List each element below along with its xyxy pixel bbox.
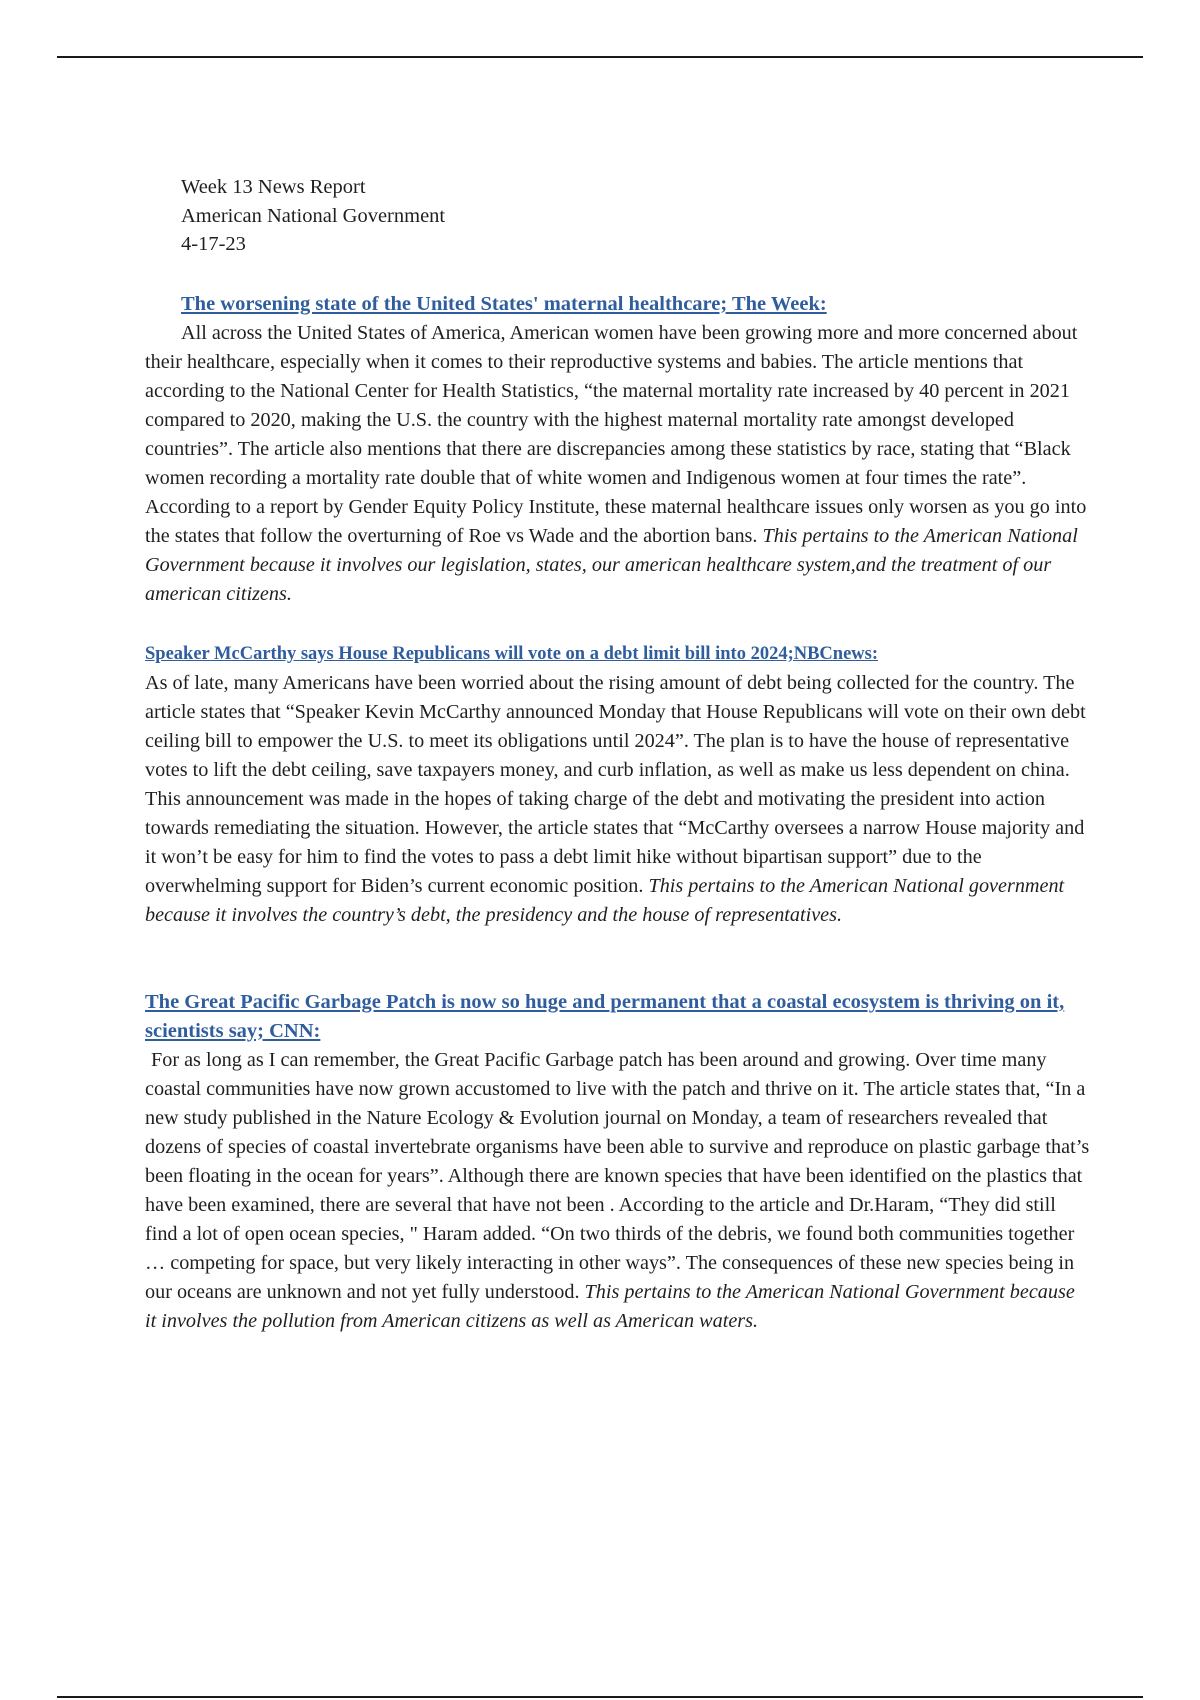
- article-body: [145, 669, 1090, 930]
- article-body-text: For as long as I can remember, the Great Pacific Garbage patch has been around and growing. Over time many coastal communities have now grown accustomed to live with the patch and thrive on it. The article states that, “In a new study published in the Nature Ecology & Evolution journal on Monday, a team of researchers revealed that dozens of species of coastal invertebrate organisms have been able to survive and reproduce on plastic garbage that’s been floating in the ocean for years”. Although there are known species that have been identified on the plastics that have been examined, there are several that have not been . According to the article and Dr.Haram, “They did still find a lot of open ocean species, " Haram added. “On two thirds of the debris, we found both communities together … competing for space, but very likely interacting in other ways”. The consequences of these new species being in our oceans are unknown and not yet fully understood.: [145, 1049, 1090, 1303]
- article-body-text: All across the United States of America, American women have been growing more and more concerned about their healthcare, especially when it comes to their reproductive systems and babies. The article mentions that according to the National Center for Health Statistics, “the maternal mortality rate increased by 40 percent in 2021 compared to 2020, making the U.S. the country with the highest maternal mortality rate amongst developed countries”. The article also mentions that there are discrepancies among these statistics by race, stating that “Black women recording a mortality rate double that of white women and Indigenous women at four times the rate”. According to a report by Gender Equity Policy Institute, these maternal healthcare issues only worsen as you go into the states that follow the overturning of Roe vs Wade and the abortion bans.: [145, 322, 1087, 547]
- top-divider: [57, 56, 1143, 58]
- article-headline-link[interactable]: The worsening state of the United States' maternal healthcare; The Week:: [181, 293, 827, 315]
- report-date: 4-17-23: [181, 233, 246, 255]
- bottom-divider: [57, 1696, 1143, 1698]
- article-relevance-note: This pertains to the American National Government because it involves our legislation, states, our american healthcare system,and the treatment of our american citizens.: [145, 525, 1078, 605]
- document-header: [181, 173, 445, 259]
- article-headline-link[interactable]: The Great Pacific Garbage Patch is now so huge and permanent that a coastal ecosystem is thriving on it, scientists say; CNN:: [145, 991, 1065, 1042]
- article-maternal-healthcare: [145, 290, 1090, 609]
- report-title: Week 13 News Report: [181, 176, 366, 198]
- article-body: [145, 1046, 1090, 1336]
- article-body: [145, 319, 1090, 609]
- course-name: American National Government: [181, 204, 446, 227]
- article-relevance-note: This pertains to the American National government because it involves the country’s debt, the presidency and the house of representatives.: [145, 875, 1065, 926]
- article-body-text: As of late, many Americans have been worried about the rising amount of debt being collected for the country. The article states that “Speaker Kevin McCarthy announced Monday that House Republicans will vote on their own debt ceiling bill to empower the U.S. to meet its obligations until 2024”. The plan is to have the house of representative votes to lift the debt ceiling, save taxpayers money, and curb inflation, as well as make us less dependent on china. This announcement was made in the hopes of taking charge of the debt and motivating the president into action towards remediating the situation. However, the article states that “McCarthy oversees a narrow House majority and it won’t be easy for him to find the votes to pass a debt limit hike without bipartisan support” due to the overwhelming support for Biden’s current economic position.: [145, 672, 1086, 897]
- article-headline-link[interactable]: Speaker McCarthy says House Republicans will vote on a debt limit bill into 2024;NBCnews:: [145, 644, 879, 664]
- article-relevance-note: This pertains to the American National Government because it involves the pollution from American citizens as well as American waters.: [145, 1281, 1075, 1332]
- article-debt-limit: [145, 640, 1090, 930]
- article-garbage-patch: [145, 988, 1090, 1336]
